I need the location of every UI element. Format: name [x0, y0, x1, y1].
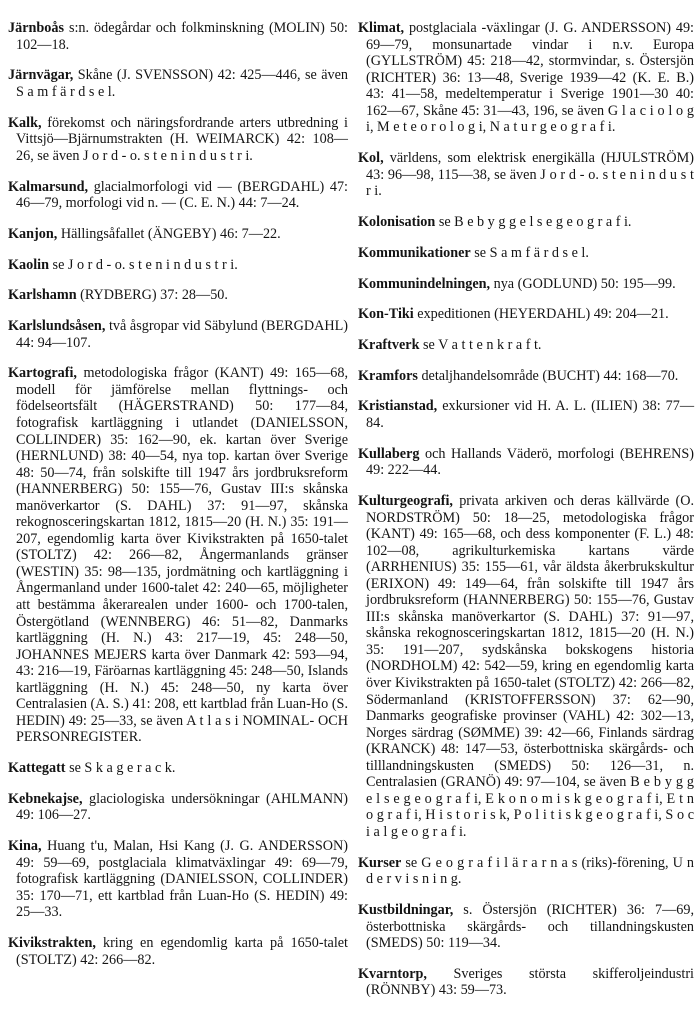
entry-headword: Kommunindelningen, — [358, 275, 491, 292]
index-entry — [8, 318, 348, 351]
entry-text: detaljhandelsområde (BUCHT) 44: 168—70. — [421, 367, 679, 384]
left-column — [8, 6, 348, 1002]
index-entry — [8, 365, 348, 746]
entry-headword: Kol, — [358, 150, 384, 167]
entry-text: se B e b y g g e l s e g e o g r a f i. — [438, 214, 632, 231]
entry-headword: Kivikstrakten, — [8, 935, 96, 952]
entry-text: se S k a g e r a c k. — [69, 760, 176, 777]
entry-headword: Järnboås — [8, 20, 64, 37]
index-entry — [358, 276, 694, 293]
entry-headword: Kvarntorp, — [358, 965, 427, 982]
entry-text: Skåne (J. SVENSSON) 42: 425—446, se även S a m f ä r d s e l. — [16, 67, 348, 101]
entry-text: och Hallands Väderö, morfologi (BEHRENS) 49: 222—44. — [366, 445, 694, 479]
index-entry — [8, 20, 348, 53]
entry-text: kring en egendomlig karta på 1650-talet (STOLTZ) 42: 266—82. — [16, 935, 348, 968]
entry-text: glaciologiska undersökningar (AHLMANN) 49: 106—27. — [16, 790, 348, 824]
index-entry — [8, 287, 348, 304]
entry-text: Hällingsåfallet (ÄNGEBY) 46: 7—22. — [60, 225, 281, 242]
index-entry — [8, 115, 348, 165]
index-entry — [8, 791, 348, 824]
entry-text: förekomst och näringsfordrande arters utbredning i Vittsjö—Bjärnumstrakten (H. WEIMARCK) 42: 108—26, se även J o r d - o. s t e n i n d u s t r i. — [16, 114, 348, 164]
entry-headword: Kommunikationer — [358, 244, 471, 261]
index-entry — [358, 337, 694, 354]
index-entry — [358, 20, 694, 136]
entry-text: postglaciala -växlingar (J. G. ANDERSSON) 49: 69—79, monsunartade vindar i n.v. Europa (GYLLSTRÖM) 45: 218—42, stormvindar, s. Östersjön (RICHTER) 36: 13—48, Sverige 1939—42 (K. E. B.) 43: 41—58, medeltemperatur i Sverige 1901—30 40: 162—67, Skåne 45: 31—43, 196, se även G l a c i o l o g i, M e t e o r o l o g i, N a t u r g e o g r a f i. — [366, 20, 694, 136]
entry-headword: Kullaberg — [358, 445, 420, 462]
index-entry — [358, 902, 694, 952]
entry-headword: Karlslundsåsen, — [8, 318, 106, 335]
entry-headword: Kustbildningar, — [358, 901, 454, 918]
right-column — [358, 6, 694, 1002]
entry-text: s. Östersjön (RICHTER) 36: 7—69, österbottniska skärgårds- och tillandningskusten (SMEDS) 50: 119—34. — [366, 901, 694, 952]
index-entry — [358, 306, 694, 323]
entry-headword: Klimat, — [358, 20, 405, 37]
index-entry — [358, 966, 694, 999]
entry-text: s:n. ödegårdar och folkminskning (MOLIN) 50: 102—18. — [16, 20, 348, 53]
entry-headword: Karlshamn — [8, 287, 77, 304]
entry-text: Sveriges största skifferoljeindustri (RÖNNBY) 43: 59—73. — [366, 965, 694, 999]
entry-headword: Kon-Tiki — [358, 306, 414, 323]
index-entry — [358, 855, 694, 888]
entry-text: se S a m f ä r d s e l. — [474, 244, 589, 261]
entry-text: se V a t t e n k r a f t. — [423, 336, 542, 353]
entry-text: metodologiska frågor (KANT) 49: 165—68, modell för jämförelse mellan flyttnings- och födelseortsfält (HÄGERSTRAND) 50: 177—84, fotografisk kartläggning i utlandet (DANIELSSON, COLLINDER) 35: 162—90, ek. kartan över Sverige (HERNLUND) 38: 40—54, nya top. kartan över Sverige 48: 50—74, från solskifte till 1947 års jordbruksreform (HANNERBERG) 50: 155—76, Gustav III:s skånska manöverkartor (S. DAHL) 37: 91—97, skånska rekognosceringskartan 1812, 1815—20 (H. N.) 35: 191—207, egendomlig karta över Kivikstrakten på 1650-talet (STOLTZ) 42: 266—82, Ångermanlands gränser (WESTIN) 35: 98—135, jordmätning och kartläggning i Ångermanland under 1600-talet 42: 240—65, möjligheter att bestämma åkerarealen under 1600- och 1700-talen, Östergötland (WENNBERG) 46: 51—82, Danmarks kartläggning (H. N.) 43: 217—19, 45: 248—50, JOHANNES MEJERS karta över Danmark 42: 593—94, 43: 216—19, Färöarnas kartläggning 45: 248—50, Islands kartläggning (H. N.) 45: 248—50, ny karta över Centralasien (A. S.) 41: 208, ett kartblad från Luan-Ho (S. HEDIN) 49: 25—33, se även A t l a s i NOMINAL- OCH PERSONREGISTER. — [16, 365, 348, 746]
entry-text: se J o r d - o. s t e n i n d u s t r i. — [52, 256, 238, 273]
entry-headword: Kartografi, — [8, 365, 77, 382]
index-entry — [358, 245, 694, 262]
index-entry — [8, 935, 348, 968]
entry-headword: Kebnekajse, — [8, 790, 83, 807]
entry-headword: Kraftverk — [358, 336, 420, 353]
entry-text: nya (GODLUND) 50: 195—99. — [493, 275, 676, 292]
entry-headword: Kalk, — [8, 114, 42, 131]
index-entry — [8, 226, 348, 243]
index-entry — [8, 257, 348, 274]
index-entry — [358, 446, 694, 479]
entry-headword: Kulturgeografi, — [358, 493, 453, 509]
entry-text: se G e o g r a f i l ä r a r n a s (riks)-förening, U n d e r v i s n i n g. — [366, 854, 694, 888]
entry-headword: Kaolin — [8, 256, 49, 273]
entry-headword: Kina, — [8, 838, 42, 855]
entry-text: världens, som elektrisk energikälla (HJULSTRÖM) 43: 96—98, 115—38, se även J o r d - o. s t e n i n d u s t r i. — [366, 150, 695, 200]
index-entry — [358, 398, 694, 431]
index-entry — [8, 179, 348, 212]
entry-headword: Kurser — [358, 854, 402, 871]
entry-headword: Kristianstad, — [358, 398, 438, 415]
index-entry — [358, 150, 694, 200]
index-entry — [8, 838, 348, 921]
entry-headword: Järnvägar, — [8, 67, 74, 84]
entry-headword: Kanjon, — [8, 225, 58, 242]
entry-text: glacialmorfologi vid — (BERGDAHL) 47: 46—79, morfologi vid n. — (C. E. N.) 44: 7—24. — [16, 178, 348, 212]
index-entry — [358, 493, 694, 840]
index-entry — [358, 368, 694, 385]
entry-text: Huang t'u, Malan, Hsi Kang (J. G. ANDERSSON) 49: 59—69, postglaciala klimatväxlingar 49: 69—79, fotografisk kartläggning (DANIELSSON, COLLINDER) 35: 170—71, ett kartblad från Luan-Ho (S. HEDIN) 49: 25—33. — [16, 838, 348, 921]
entry-text: (RYDBERG) 37: 28—50. — [80, 287, 228, 304]
index-entry — [358, 214, 694, 231]
entry-text: expeditionen (HEYERDAHL) 49: 204—21. — [417, 306, 669, 323]
entry-headword: Kalmarsund, — [8, 178, 89, 195]
entry-headword: Kramfors — [358, 367, 418, 384]
entry-headword: Kattegatt — [8, 760, 66, 777]
entry-text: exkursioner vid H. A. L. (ILIEN) 38: 77—84. — [366, 398, 695, 431]
index-page — [8, 6, 694, 1002]
entry-text: privata arkiven och deras källvärde (O. NORDSTRÖM) 50: 18—25, metodologiska frågor (KANT) 49: 165—68, och dess komponenter (F. L.) 48: 102—08, agrikulturkemiska kartans värde (ARRHENIUS) 35: 155—61, vår äldsta åkerbrukskultur (ERIXON) 49: 149—64, från solskifte till 1947 års jordbruksreform (HANNERBERG) 50: 155—76, Gustav III:s skånska manöverkartor (S. DAHL) 37: 91—97, skånska rekognosceringskartan 1812, 1815—20 (H. N.) 35: 191—207, sydskånska bokskogens historia (NORDHOLM) 42: 542—59, kring en egendomlig karta över Kivikstrakten på 1650-talet (STOLTZ) 42: 266—82, Södermanland (KRISTOFFERSSON) 37: 62—90, Danmarks geografiske provinser (VAHL) 42: 302—13, Norges särdrag (SØMME) 39: 42—66, Finlands särdrag (KRANCK) 48: 147—53, österbottniska skärgårds- och tilllandningskusten (SMEDS) 50: 126—31, n. Centralasien (GRANÖ) 49: 97—104, se även B e b y g g e l s e g e o g r a f i, E k o n o m i s k g e o g r a f i, E t n o g r a f i, H i s t o r i s k, P o l i t i s k g e o g r a f i, S o c i a l g e o g r a f i. — [366, 493, 694, 840]
entry-headword: Kolonisation — [358, 214, 436, 231]
entry-text: två åsgropar vid Säbylund (BERGDAHL) 44: 94—107. — [16, 318, 348, 351]
index-entry — [8, 67, 348, 100]
index-entry — [8, 760, 348, 777]
